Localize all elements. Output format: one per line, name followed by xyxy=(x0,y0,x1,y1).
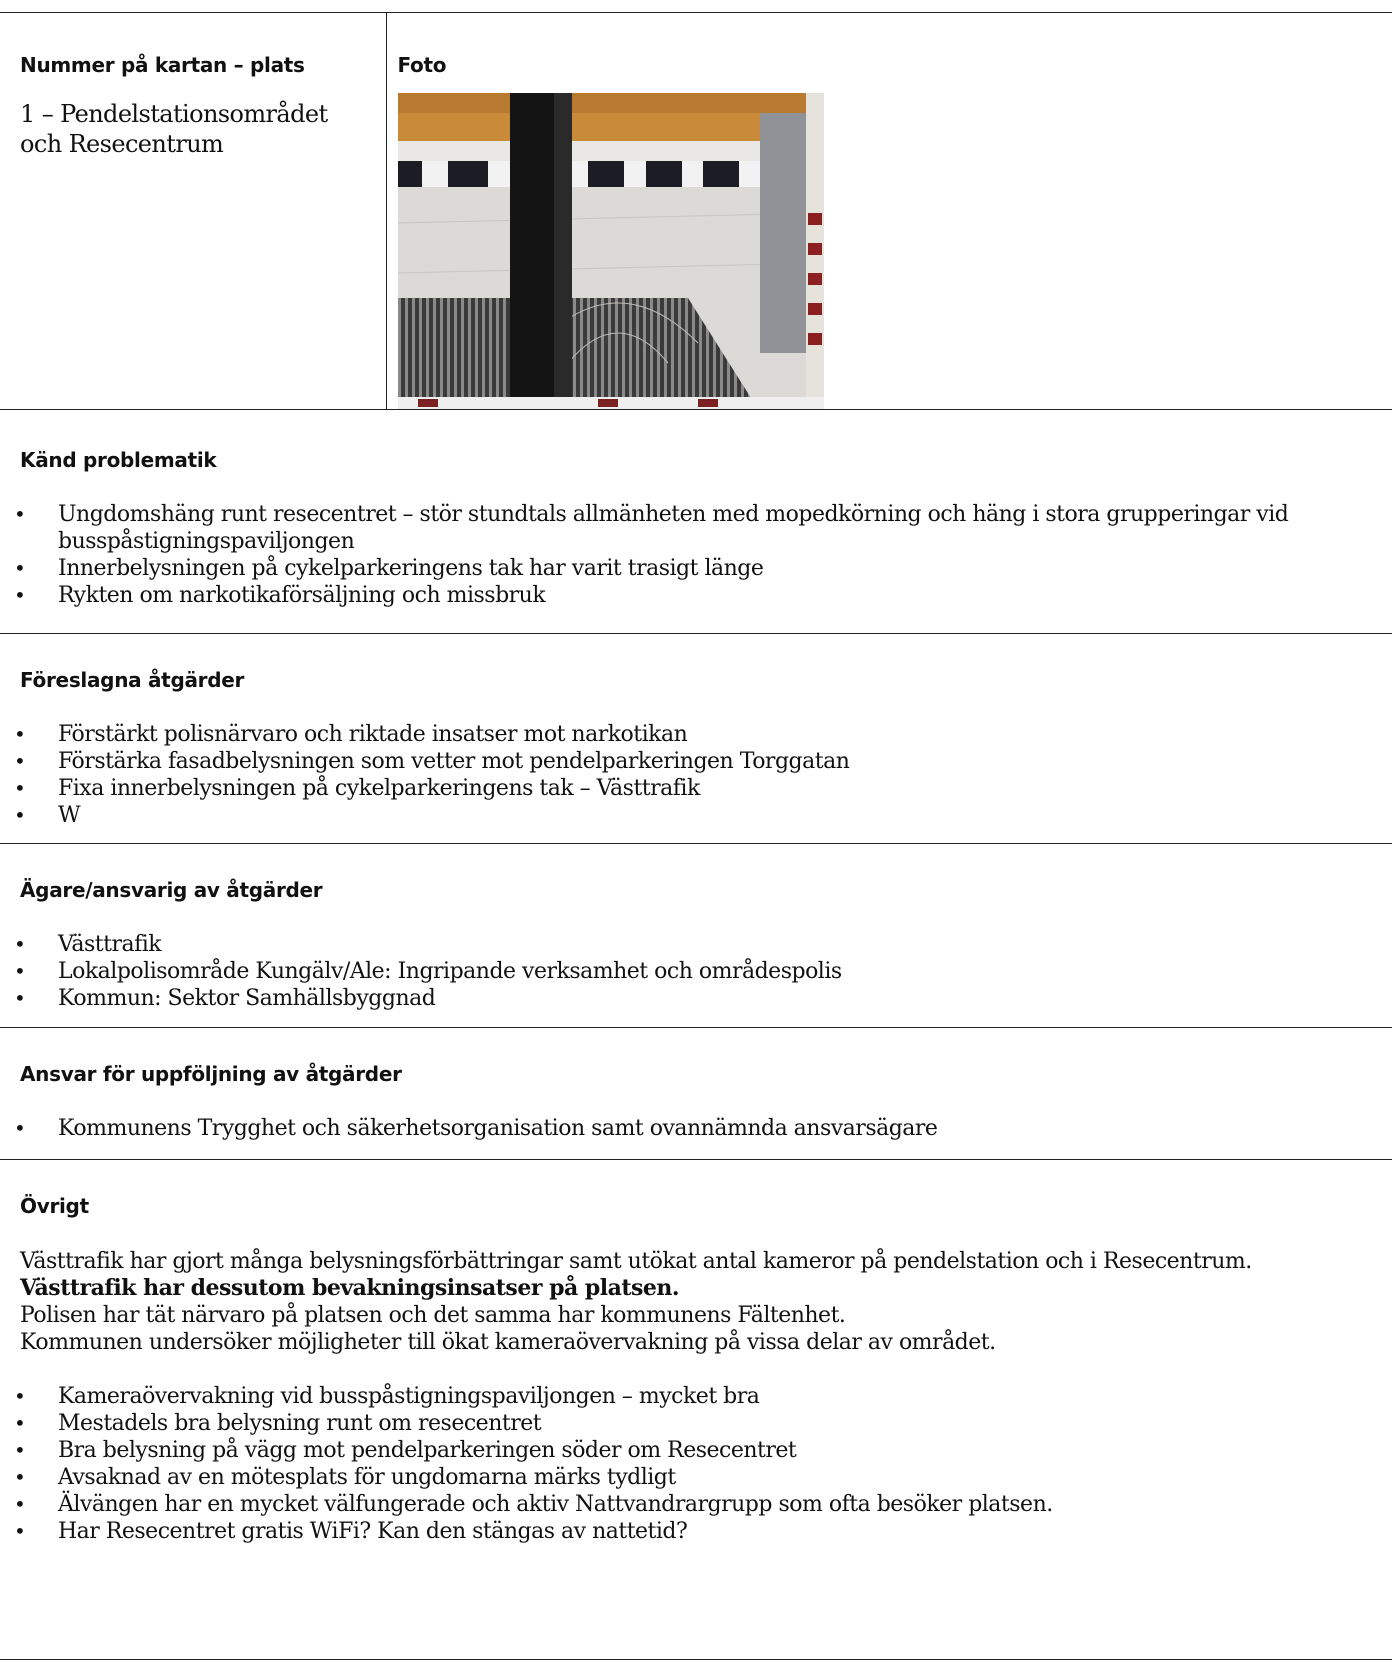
bullet-icon: • xyxy=(14,1518,25,1545)
bullet-icon: • xyxy=(14,985,25,1012)
location-cell xyxy=(0,13,386,410)
other-heading: Övrigt xyxy=(20,1194,1392,1218)
bullet-icon: • xyxy=(14,748,25,775)
bullet-icon: • xyxy=(14,1464,25,1491)
location-value: 1 – Pendelstationsområdet och Resecentrum xyxy=(20,99,368,159)
list-item: • Rykten om narkotikaförsäljning och missbruk xyxy=(0,582,1392,609)
other-list xyxy=(0,1383,1392,1545)
list-item: • Kommunens Trygghet och säkerhetsorganisation samt ovannämnda ansvarsägare xyxy=(0,1115,1392,1142)
location-heading: Nummer på kartan – plats xyxy=(20,53,368,77)
bullet-icon: • xyxy=(14,501,25,528)
other-paragraph: Polisen har tät närvaro på platsen och det samma har kommunens Fältenhet. xyxy=(20,1302,1392,1329)
owners-list xyxy=(0,931,1392,1012)
other-paragraph-bold: Västtrafik har dessutom bevakningsinsatser på platsen. xyxy=(20,1275,1392,1302)
owners-row xyxy=(0,844,1392,1028)
list-item: • Älvängen har en mycket välfungerade och aktiv Nattvandrargrupp som ofta besöker platsen. xyxy=(0,1491,1392,1518)
owners-cell xyxy=(0,844,1392,1028)
owners-heading: Ägare/ansvarig av åtgärder xyxy=(20,878,1392,902)
known-problems-heading: Känd problematik xyxy=(20,448,1392,472)
other-paragraph: Västtrafik har gjort många belysningsförbättringar samt utökat antal kameror på pendelstation och i Resecentrum. xyxy=(20,1248,1392,1275)
list-item: • Avsaknad av en mötesplats för ungdomarna märks tydligt xyxy=(0,1464,1392,1491)
bullet-icon: • xyxy=(14,1410,25,1437)
list-item: • Kommun: Sektor Samhällsbyggnad xyxy=(0,985,1392,1012)
list-item: • Förstärka fasadbelysningen som vetter mot pendelparkeringen Torggatan xyxy=(0,748,1392,775)
other-cell xyxy=(0,1160,1392,1660)
list-item: • Fixa innerbelysningen på cykelparkeringens tak – Västtrafik xyxy=(0,775,1392,802)
bullet-icon: • xyxy=(14,555,25,582)
bullet-icon: • xyxy=(14,582,25,609)
follow-up-list xyxy=(0,1115,1392,1142)
proposed-actions-row xyxy=(0,634,1392,844)
bullet-icon: • xyxy=(14,1491,25,1518)
known-problems-row xyxy=(0,410,1392,634)
follow-up-row xyxy=(0,1028,1392,1160)
site-photo xyxy=(398,93,824,409)
bullet-icon: • xyxy=(14,1383,25,1410)
proposed-actions-heading: Föreslagna åtgärder xyxy=(20,668,1392,692)
list-item: • Innerbelysningen på cykelparkeringens tak har varit trasigt länge xyxy=(0,555,1392,582)
follow-up-heading: Ansvar för uppföljning av åtgärder xyxy=(20,1062,1392,1086)
list-item: • W xyxy=(0,802,1392,829)
list-item: • Ungdomshäng runt resecentret – stör stundtals allmänheten med mopedkörning och häng i stora grupperingar vid busspåstigningspaviljongen xyxy=(0,501,1392,555)
bullet-icon: • xyxy=(14,958,25,985)
bullet-icon: • xyxy=(14,1437,25,1464)
location-table xyxy=(0,12,1392,1660)
bullet-icon: • xyxy=(14,931,25,958)
known-problems-cell xyxy=(0,410,1392,634)
proposed-actions-list xyxy=(0,721,1392,829)
bullet-icon: • xyxy=(14,1115,25,1142)
location-row xyxy=(0,13,1392,410)
list-item: • Förstärkt polisnärvaro och riktade insatser mot narkotikan xyxy=(0,721,1392,748)
proposed-actions-cell xyxy=(0,634,1392,844)
document-page xyxy=(0,12,1392,1660)
follow-up-cell xyxy=(0,1028,1392,1160)
bullet-icon: • xyxy=(14,802,25,829)
list-item: • Lokalpolisområde Kungälv/Ale: Ingripande verksamhet och områdespolis xyxy=(0,958,1392,985)
list-item: • Västtrafik xyxy=(0,931,1392,958)
other-paragraph: Kommunen undersöker möjligheter till ökat kameraövervakning på vissa delar av området. xyxy=(20,1329,1392,1356)
list-item: • Har Resecentret gratis WiFi? Kan den stängas av nattetid? xyxy=(0,1518,1392,1545)
bullet-icon: • xyxy=(14,721,25,748)
bullet-icon: • xyxy=(14,775,25,802)
other-row xyxy=(0,1160,1392,1660)
list-item: • Kameraövervakning vid busspåstigningspaviljongen – mycket bra xyxy=(0,1383,1392,1410)
list-item: • Bra belysning på vägg mot pendelparkeringen söder om Resecentret xyxy=(0,1437,1392,1464)
photo-heading: Foto xyxy=(398,53,1392,77)
known-problems-list xyxy=(0,501,1392,609)
list-item: • Mestadels bra belysning runt om resecentret xyxy=(0,1410,1392,1437)
photo-cell xyxy=(386,13,1392,410)
